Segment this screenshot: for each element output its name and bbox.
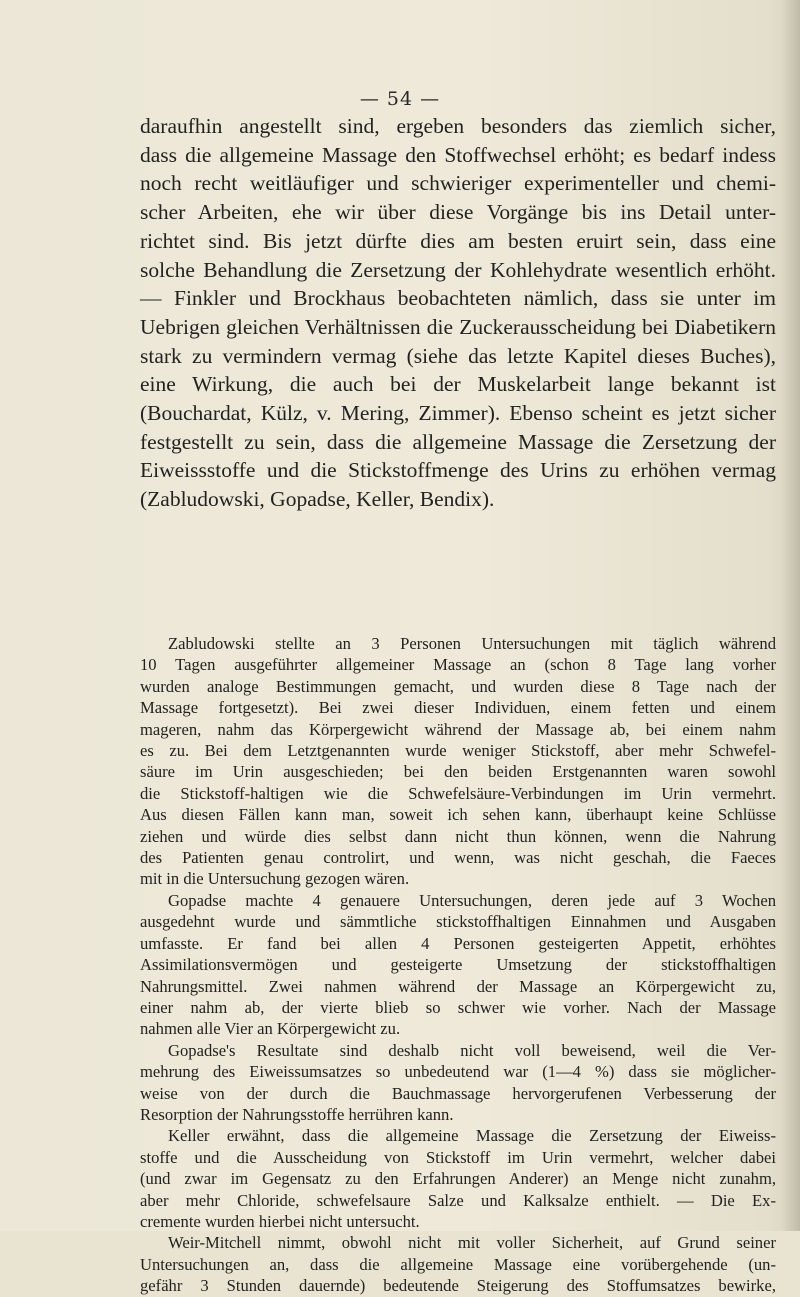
text-line: die Stickstoff-haltigen wie die Schwefelsäure-Verbindungen im Urin vermehrt. [140, 783, 776, 803]
text-line: cremente wurden hierbei nicht untersucht. [140, 1211, 420, 1231]
text-line: einer nahm ab, der vierte blieb so schwer wie vorher. Nach der Massage [140, 997, 776, 1017]
text-line: dass die allgemeine Massage den Stoffwechsel erhöht; es bedarf indess [140, 142, 776, 167]
note-paragraph-zabludowski [140, 633, 776, 890]
text-line: säure im Urin ausgeschieden; bei den beiden Erstgenannten waren sowohl [140, 762, 776, 782]
text-line: stark zu vermindern vermag (siehe das letzte Kapitel dieses Buches), [140, 343, 776, 368]
text-line: festgestellt zu sein, dass die allgemeine Massage die Zersetzung der [140, 429, 776, 454]
text-line: umfasste. Er fand bei allen 4 Personen gesteigerten Appetit, erhöhtes [140, 933, 776, 953]
text-line: (Bouchardat, Külz, v. Mering, Zimmer). Ebenso scheint es jetzt sicher [140, 401, 776, 426]
text-line: Aus diesen Fällen kann man, soweit ich sehen kann, überhaupt keine Schlüsse [140, 805, 776, 825]
text-line: Keller erwähnt, dass die allgemeine Massage die Zersetzung der Eiweiss- [168, 1126, 776, 1146]
text-line: es zu. Bei dem Letztgenannten wurde weniger Stickstoff, aber mehr Schwefel- [140, 741, 776, 761]
text-line: ausgedehnt wurde und sämmtliche stickstoffhaltigen Einnahmen und Ausgaben [140, 912, 776, 932]
page-edge-shadow [782, 0, 800, 1231]
text-line: Uebrigen gleichen Verhältnissen die Zuckerausscheidung bei Diabetikern [140, 314, 776, 339]
text-line: gefähr 3 Stunden dauernde) bedeutende Steigerung des Stoffumsatzes bewirke, [140, 1276, 776, 1296]
text-line: (und zwar im Gegensatz zu den Erfahrungen Anderer) an Menge nicht zunahm, [140, 1169, 776, 1189]
text-line: — Finkler und Brockhaus beobachteten nämlich, dass sie unter im [140, 286, 776, 311]
note-paragraph-weir-mitchell [140, 1232, 776, 1296]
text-line: Eiweissstoffe und die Stickstoffmenge des Urins zu erhöhen vermag [140, 458, 776, 483]
text-line: Gopadse machte 4 genauere Untersuchungen, deren jede auf 3 Wochen [168, 890, 776, 910]
text-line: des Patienten genau controlirt, und wenn, was nicht geschah, die Faeces [140, 848, 776, 868]
main-paragraph [140, 112, 776, 514]
text-line: scher Arbeiten, ehe wir über diese Vorgänge bis ins Detail unter- [140, 200, 776, 225]
text-line: eine Wirkung, die auch bei der Muskelarbeit lange bekannt ist [140, 372, 776, 397]
text-line: (Zabludowski, Gopadse, Keller, Bendix). [140, 487, 495, 512]
main-body-text [140, 112, 776, 514]
text-line: noch recht weitläufiger und schwieriger experimenteller und chemi- [140, 171, 776, 196]
text-line: Resorption der Nahrungsstoffe herrühren kann. [140, 1104, 454, 1124]
text-line: wurden analoge Bestimmungen gemacht, und wurden diese 8 Tage nach der [140, 676, 776, 696]
small-print-notes [140, 633, 776, 1297]
text-line: Untersuchungen an, dass die allgemeine Massage eine vorübergehende (un- [140, 1254, 776, 1274]
text-line: Gopadse's Resultate sind deshalb nicht voll beweisend, weil die Ver- [168, 1040, 776, 1060]
text-line: weise von der durch die Bauchmassage hervorgerufenen Verbesserung der [140, 1083, 776, 1103]
note-paragraph-gopadse [140, 890, 776, 1040]
text-line: ziehen und würde dies selbst dann nicht thun können, wenn die Nahrung [140, 826, 776, 846]
text-line: 10 Tagen ausgeführter allgemeiner Massage an (schon 8 Tage lang vorher [140, 655, 776, 675]
text-line: Weir-Mitchell nimmt, obwohl nicht mit voller Sicherheit, auf Grund seiner [168, 1233, 776, 1253]
text-line: mit in die Untersuchung gezogen wären. [140, 869, 410, 889]
note-paragraph-keller [140, 1125, 776, 1232]
text-line: stoffe und die Ausscheidung von Stickstoff im Urin vermehrt, welcher dabei [140, 1147, 776, 1167]
text-line: solche Behandlung die Zersetzung der Kohlehydrate wesentlich erhöht. [140, 257, 776, 282]
text-line: Nahrungsmittel. Zwei nahmen während der Massage an Körpergewicht zu, [140, 976, 776, 996]
text-line: Zabludowski stellte an 3 Personen Untersuchungen mit täglich während [168, 634, 776, 653]
text-line: richtet sind. Bis jetzt dürfte dies am besten eruirt sein, dass eine [140, 228, 776, 253]
text-line: mehrung des Eiweissumsatzes so unbedeutend war (1—4 %) dass sie möglicher- [140, 1062, 776, 1082]
text-line: mageren, nahm das Körpergewicht während der Massage ab, bei einem nahm [140, 719, 776, 739]
text-line: nahmen alle Vier an Körpergewicht zu. [140, 1019, 401, 1039]
note-paragraph-gopadse-results [140, 1040, 776, 1126]
text-line: aber mehr Chloride, schwefelsaure Salze und Kalksalze enthielt. — Die Ex- [140, 1190, 776, 1210]
text-line: Assimilationsvermögen und gesteigerte Umsetzung der stickstoffhaltigen [140, 955, 776, 975]
text-line: daraufhin angestellt sind, ergeben besonders das ziemlich sicher, [140, 114, 776, 138]
page-number: — 54 — [359, 88, 441, 110]
text-line: Massage fortgesetzt). Bei zwei dieser Individuen, einem fetten und einem [140, 698, 776, 718]
